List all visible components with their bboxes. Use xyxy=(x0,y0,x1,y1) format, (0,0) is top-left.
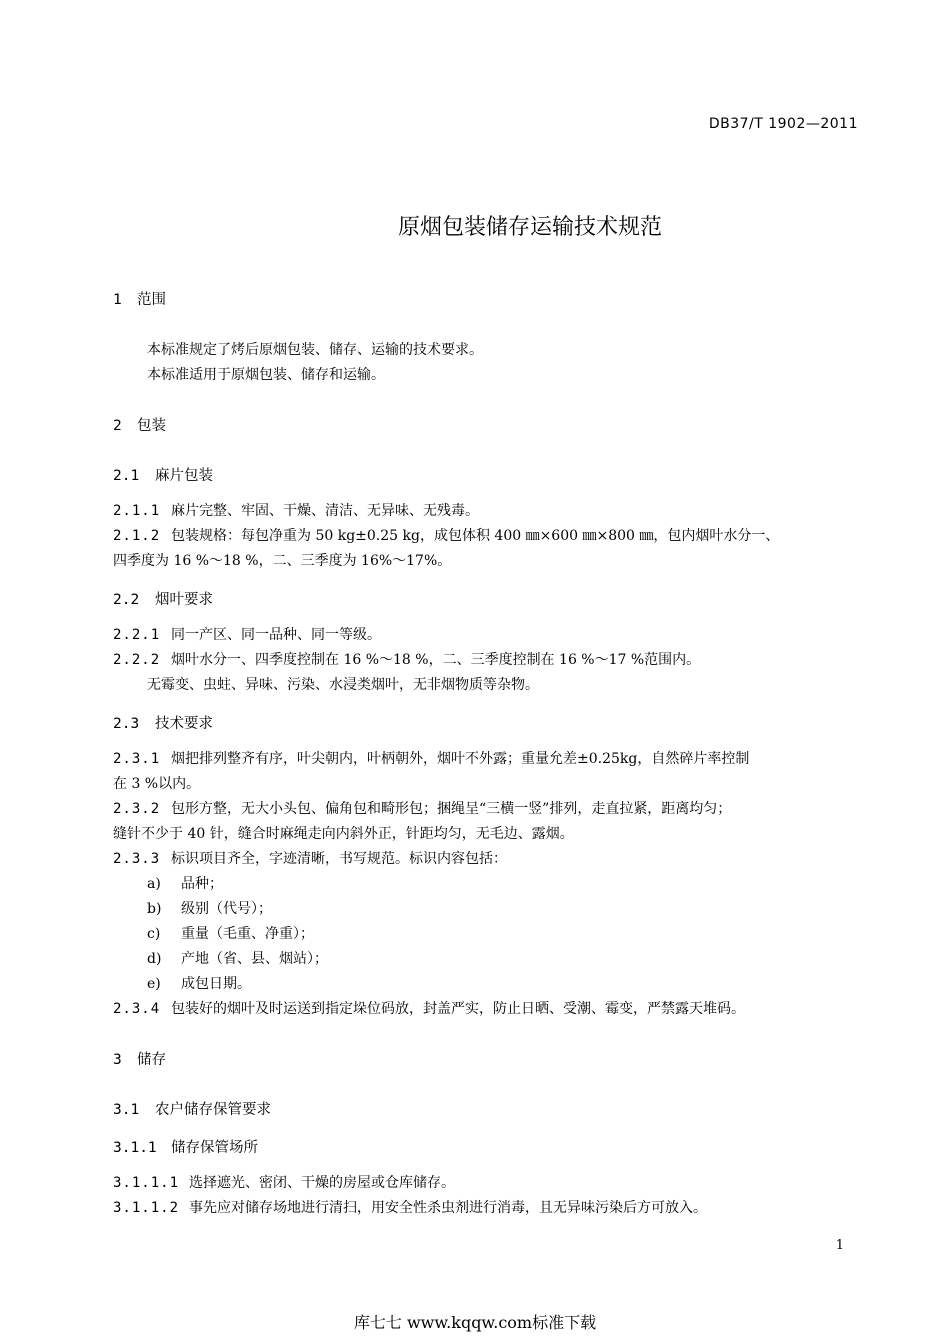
subsection-title: 烟叶要求 xyxy=(155,592,213,608)
clause-2-1-1 xyxy=(113,500,479,520)
subsection-2-2-heading xyxy=(113,588,213,609)
clause-2-1-2-continuation: 四季度为 16 %～18 %，二、三季度为 16%～17%。 xyxy=(113,553,452,569)
clause-number: 2.3.1 xyxy=(113,751,161,767)
section-title: 包装 xyxy=(137,418,166,434)
list-text: 级别（代号）； xyxy=(181,901,272,917)
subsection-title: 农户储存保管要求 xyxy=(155,1102,271,1118)
list-marker: a) xyxy=(147,876,161,892)
clause-text: 麻片完整、牢固、干燥、清洁、无异味、无残毒。 xyxy=(171,503,479,519)
clause-text: 标识项目齐全，字迹清晰，书写规范。标识内容包括： xyxy=(171,851,507,867)
list-text: 成包日期。 xyxy=(181,976,251,992)
clause-number: 2.2.2 xyxy=(113,652,161,668)
section-title: 储存 xyxy=(137,1052,166,1068)
clause-2-3-2-continuation: 缝针不少于 40 针，缝合时麻绳走向内斜外正，针距均匀，无毛边、露烟。 xyxy=(113,826,574,842)
list-item xyxy=(147,948,328,968)
paragraph: 本标准适用于原烟包装、储存和运输。 xyxy=(147,367,385,383)
subsection-number: 3.1 xyxy=(113,1102,140,1118)
clause-number: 2.1.2 xyxy=(113,528,161,544)
list-marker: e) xyxy=(147,976,161,992)
clause-text: 包形方整，无大小头包、偏角包和畸形包；捆绳呈“三横一竖”排列，走直拉紧，距离均匀； xyxy=(171,801,732,817)
subsection-title: 麻片包装 xyxy=(155,468,213,484)
clause-number: 3.1.1.1 xyxy=(113,1175,180,1191)
clause-text: 包装好的烟叶及时运送到指定垛位码放，封盖严实，防止日晒、受潮、霉变，严禁露天堆码。 xyxy=(171,1001,745,1017)
clause-text: 同一产区、同一品种、同一等级。 xyxy=(171,627,381,643)
clause-3-1-1-1 xyxy=(113,1172,455,1192)
list-item xyxy=(147,923,314,943)
clause-text: 烟把排列整齐有序，叶尖朝内，叶柄朝外，烟叶不外露；重量允差±0.25kg，自然碎片率控制 xyxy=(171,751,750,767)
clause-number: 2.1.1 xyxy=(113,503,161,519)
clause-number: 2.3.4 xyxy=(113,1001,161,1017)
clause-2-2-2 xyxy=(113,649,700,669)
section-2-heading xyxy=(113,414,166,435)
clause-text: 包装规格：每包净重为 50 kg±0.25 kg，成包体积 400 ㎜×600 ㎜×800 ㎜，包内烟叶水分一、 xyxy=(171,528,780,544)
subsection-number: 2.2 xyxy=(113,592,140,608)
list-item xyxy=(147,898,272,918)
document-title: 原烟包装储存运输技术规范 xyxy=(397,215,662,240)
clause-3-1-1-2 xyxy=(113,1197,707,1217)
subsection-3-1-1-heading xyxy=(113,1136,258,1157)
clause-text: 事先应对储存场地进行清扫，用安全性杀虫剂进行消毒，且无异味污染后方可放入。 xyxy=(189,1200,707,1216)
subsection-number: 2.3 xyxy=(113,716,140,732)
clause-2-3-4 xyxy=(113,998,745,1018)
clause-2-2-2-continuation: 无霉变、虫蛀、异味、污染、水浸类烟叶，无非烟物质等杂物。 xyxy=(147,677,539,693)
list-text: 品种； xyxy=(181,876,223,892)
clause-2-3-1-continuation: 在 3 %以内。 xyxy=(113,776,201,792)
list-marker: d) xyxy=(147,951,162,967)
section-1-heading xyxy=(113,288,166,309)
page-number: 1 xyxy=(835,1238,844,1253)
clause-number: 3.1.1.2 xyxy=(113,1200,180,1216)
clause-number: 2.2.1 xyxy=(113,627,161,643)
list-item xyxy=(147,873,223,893)
subsection-2-1-heading xyxy=(113,464,213,485)
clause-2-3-2 xyxy=(113,798,731,818)
section-title: 范围 xyxy=(137,292,166,308)
list-marker: c) xyxy=(147,926,161,942)
list-text: 重量（毛重、净重）； xyxy=(181,926,314,942)
section-number: 1 xyxy=(113,292,122,308)
list-text: 产地（省、县、烟站）； xyxy=(181,951,328,967)
subsection-title: 技术要求 xyxy=(155,716,213,732)
clause-text: 选择遮光、密闭、干燥的房屋或仓库储存。 xyxy=(189,1175,455,1191)
paragraph: 本标准规定了烤后原烟包装、储存、运输的技术要求。 xyxy=(147,342,483,358)
clause-2-3-3 xyxy=(113,848,507,868)
list-marker: b) xyxy=(147,901,162,917)
section-3-heading xyxy=(113,1048,166,1069)
clause-number: 2.3.2 xyxy=(113,801,161,817)
subsection-number: 2.1 xyxy=(113,468,140,484)
subsection-3-1-heading xyxy=(113,1098,271,1119)
subsection-2-3-heading xyxy=(113,712,213,733)
footer-watermark[interactable]: 库七七 www.kqqw.com标准下载 xyxy=(353,1313,597,1332)
standard-code: DB37/T 1902—2011 xyxy=(708,116,858,132)
section-number: 3 xyxy=(113,1052,122,1068)
subsection-title: 储存保管场所 xyxy=(171,1140,258,1156)
section-number: 2 xyxy=(113,418,122,434)
list-item xyxy=(147,973,251,993)
clause-2-2-1 xyxy=(113,624,381,644)
clause-2-1-2 xyxy=(113,525,779,545)
clause-number: 2.3.3 xyxy=(113,851,161,867)
clause-2-3-1 xyxy=(113,748,749,768)
clause-text: 烟叶水分一、四季度控制在 16 %～18 %，二、三季度控制在 16 %～17 %范围内。 xyxy=(171,652,701,668)
subsection-number: 3.1.1 xyxy=(113,1140,157,1156)
